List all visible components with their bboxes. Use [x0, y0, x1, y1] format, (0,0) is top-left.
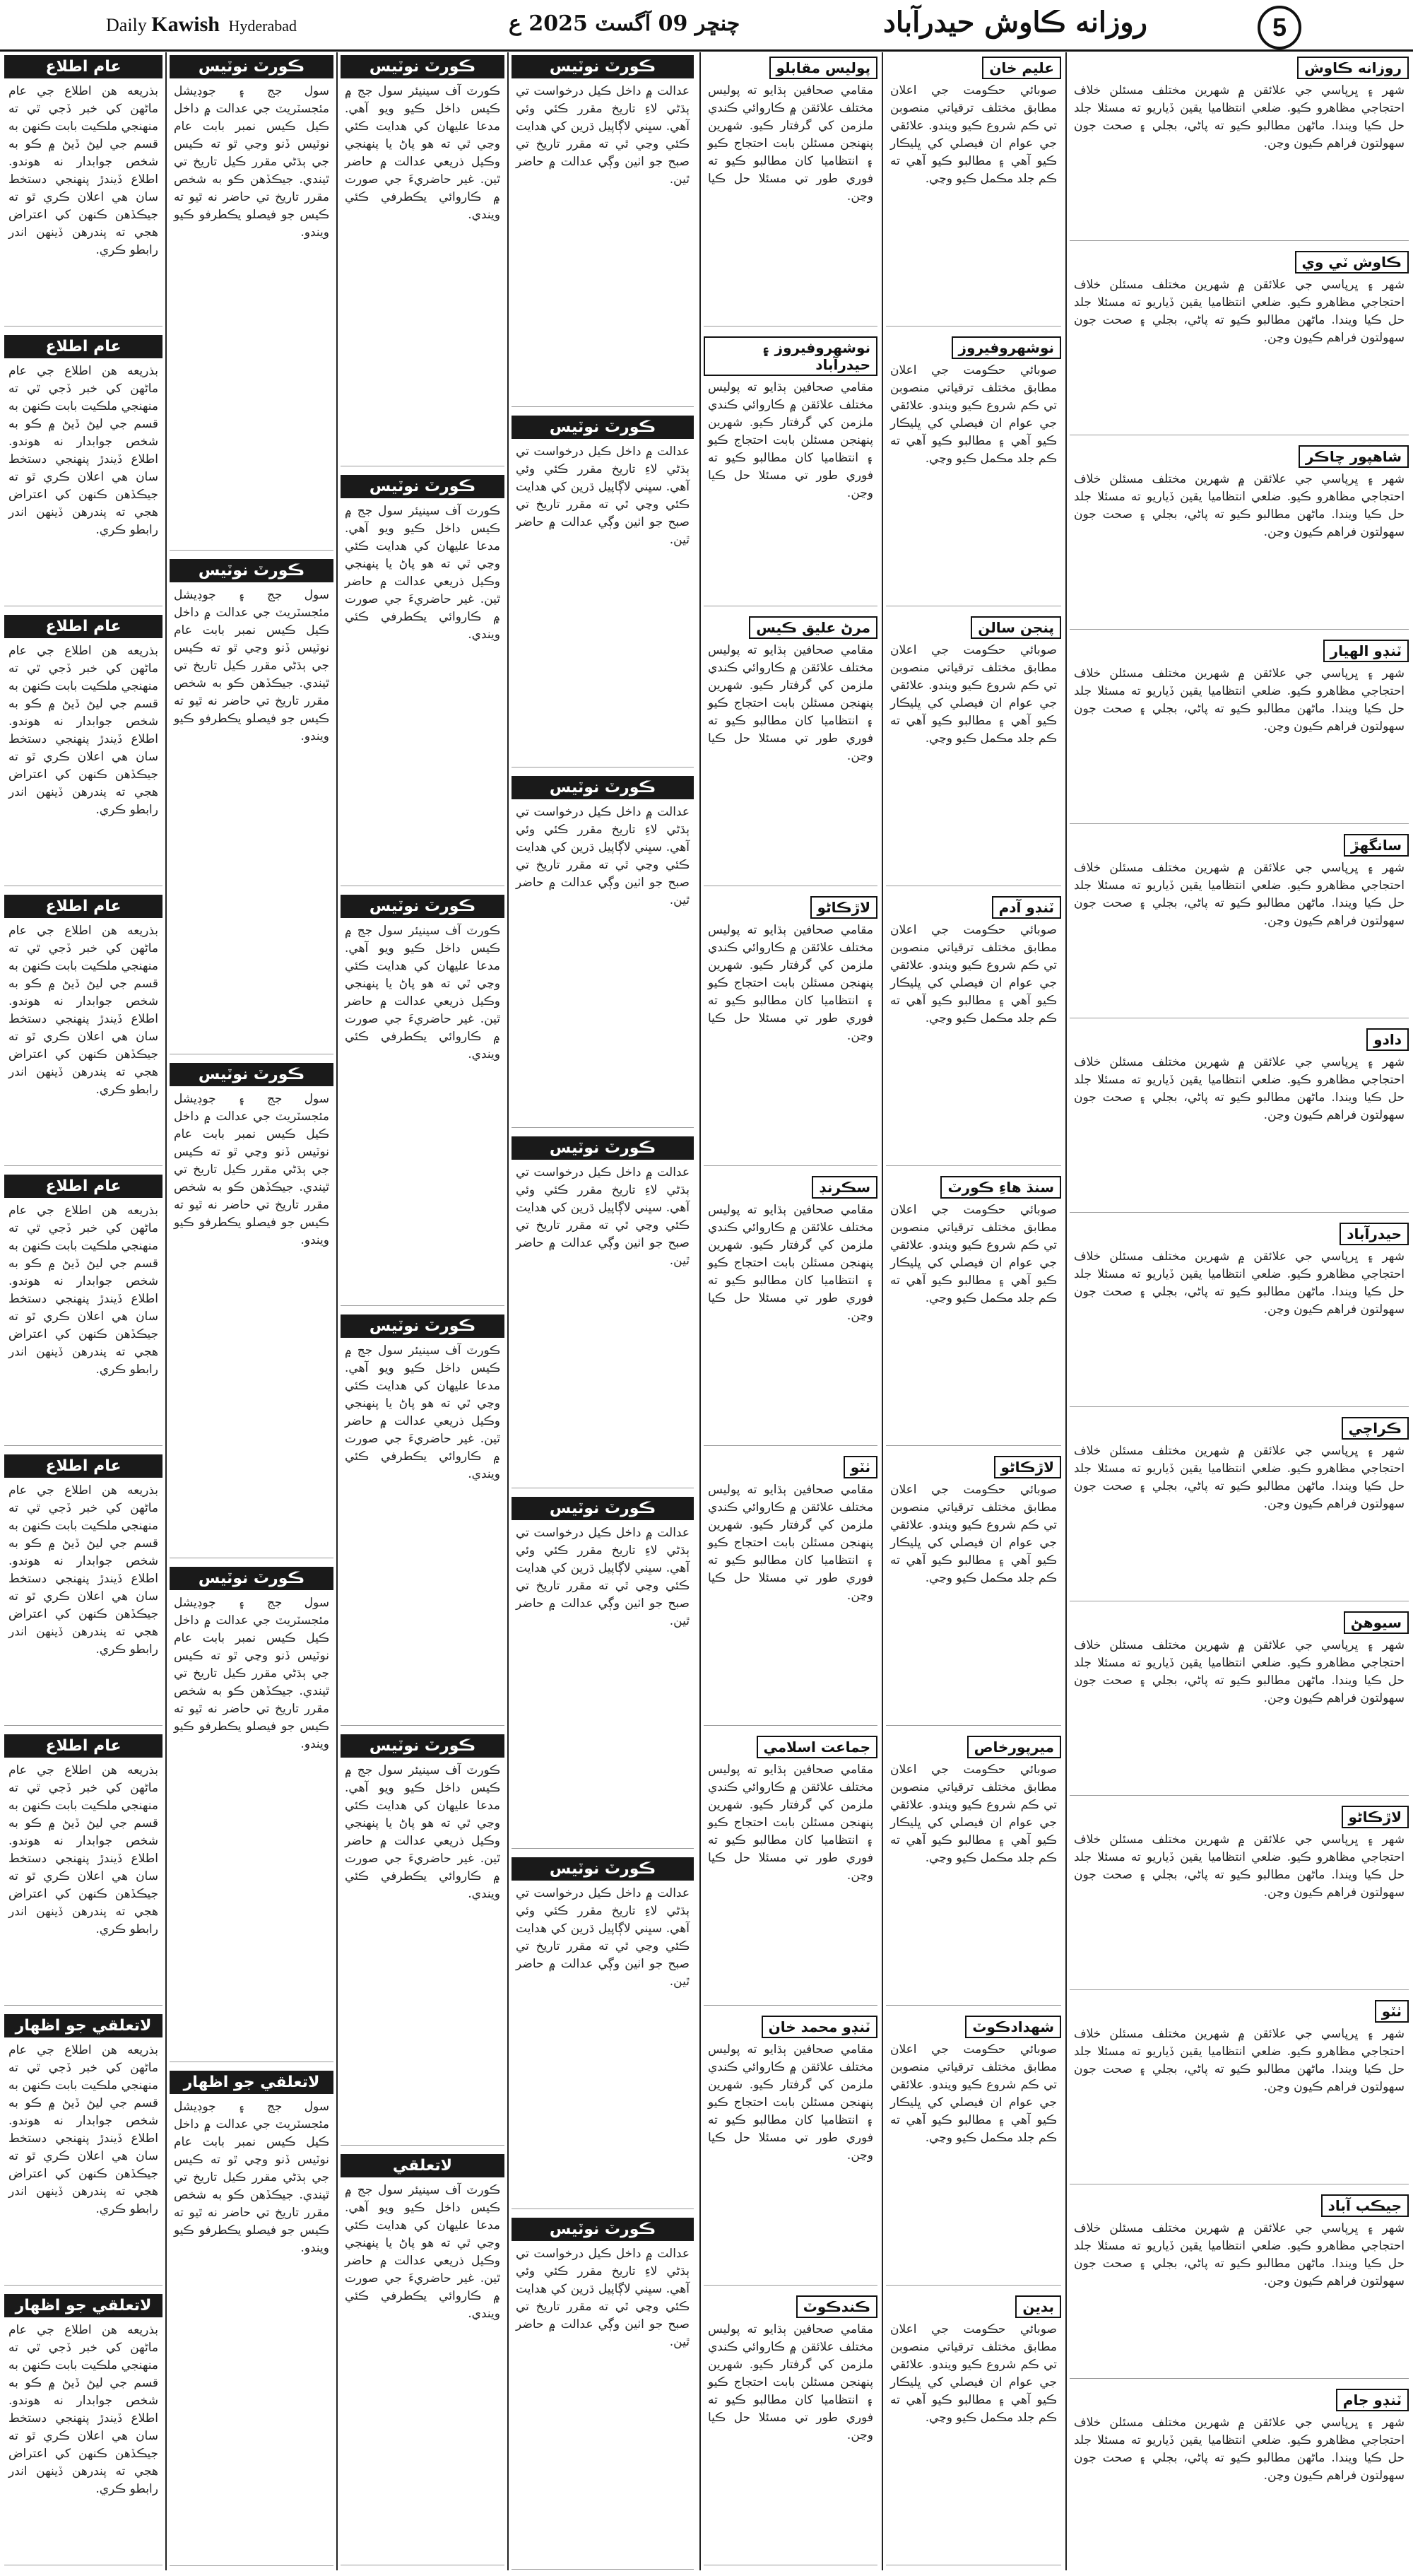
- english-prefix: Daily: [106, 15, 147, 35]
- article-heading: عليم خان: [982, 57, 1061, 79]
- article-heading: دادو: [1366, 1028, 1409, 1051]
- article-heading: ڪورٽ نوٽيس: [170, 1063, 333, 1086]
- article-block: [1070, 1218, 1409, 1407]
- article-text: بذريعه هن اطلاع جي عام ماڻهن کي خبر ڏجي ٿي ته منهنجي ملڪيت بابت ڪنهن به قسم جي ليڻ ڏيڻ ۾ ڪو به شخص جوابدار نه هوندو. اطلاع ڏيندڙ پنهنجي دستخط سان هي اعلان ڪري ٿو ته جيڪڏهن ڪنهن کي اعتراض هجي ته پندرهن ڏينهن اندر رابطو ڪري.: [8, 1204, 158, 1377]
- article-heading: لاتعلقي: [341, 2154, 504, 2177]
- article-heading: ٽنڊو جام: [1336, 2389, 1409, 2411]
- article-heading: ڪورٽ نوٽيس: [341, 55, 504, 78]
- article-block: [4, 52, 162, 327]
- article-heading: سڪرنڊ: [812, 1176, 877, 1199]
- article-text: مقامي صحافين ٻڌايو ته پوليس مختلف علائقن ۾ ڪاروائي ڪندي ملزمن کي گرفتار ڪيو. شهرين پنهنجن مسئلن بابت احتجاج ڪيو ۽ انتظاميا کان مطالبو ڪيو ته فوري طور تي مسئلا حل ڪيا وڃن.: [708, 923, 873, 1043]
- article-block: [512, 1134, 694, 1488]
- article-block: [341, 1731, 504, 2146]
- article-text: صوبائي حڪومت جي اعلان مطابق مختلف ترقياتي منصوبن تي ڪم شروع ڪيو ويندو. علائقي جي عوام ان فيصلي کي ڀليڪار ڪيو آهي ۽ مطالبو ڪيو آهي ته ڪم جلد مڪمل ڪيو وڃي.: [890, 2042, 1057, 2145]
- article-block: [1070, 1996, 1409, 2184]
- article-text: سول جج ۽ جوڊيشل مئجسٽريٽ جي عدالت ۾ داخل ڪيل ڪيس نمبر بابت عام نوٽيس ڏنو وڃي ٿو ته ڪيس جي ٻڌڻي مقرر ڪيل تاريخ تي ٿيندي. جيڪڏهن ڪو به شخص مقرر تاريخ تي حاضر نه ٿيو ته ڪيس جو فيصلو يڪطرفو ڪيو ويندو.: [174, 2100, 329, 2255]
- article-block: [170, 52, 333, 551]
- article-block: [886, 1172, 1061, 1446]
- article-block: [4, 1731, 162, 2006]
- article-heading: لاڙڪاڻو: [994, 1456, 1061, 1478]
- article-heading: عام اطلاع: [4, 615, 162, 638]
- article-text: مقامي صحافين ٻڌايو ته پوليس مختلف علائقن ۾ ڪاروائي ڪندي ملزمن کي گرفتار ڪيو. شهرين پنهنجن مسئلن بابت احتجاج ڪيو ۽ انتظاميا کان مطالبو ڪيو ته فوري طور تي مسئلا حل ڪيا وڃن.: [708, 2322, 873, 2442]
- article-text: عدالت ۾ داخل ڪيل درخواست تي ٻڌڻي لاءِ تاريخ مقرر ڪئي وئي آهي. سڀني لاڳاپيل ڌرين کي هدايت ڪئي وڃي ٿي ته مقرر تاريخ تي صبح جو اٺين وڳي عدالت ۾ حاضر ٿين.: [516, 445, 690, 547]
- article-block: [886, 2011, 1061, 2286]
- article-heading: ٽنڊو الهيار: [1323, 640, 1409, 662]
- article-text: ڪورٽ آف سينيئر سول جج ۾ ڪيس داخل ڪيو ويو آهي. مدعا عليهان کي هدايت ڪئي وڃي ٿي ته هو پاڻ يا پنهنجي وڪيل ذريعي عدالت ۾ حاضر ٿين. غير حاضريءَ جي صورت ۾ ڪاروائي يڪطرفي ڪئي ويندي.: [345, 1763, 500, 1901]
- article-heading: سنڌ هاءِ ڪورٽ: [940, 1176, 1061, 1199]
- article-text: ڪورٽ آف سينيئر سول جج ۾ ڪيس داخل ڪيو ويو آهي. مدعا عليهان کي هدايت ڪئي وڃي ٿي ته هو پاڻ يا پنهنجي وڪيل ذريعي عدالت ۾ حاضر ٿين. غير حاضريءَ جي صورت ۾ ڪاروائي يڪطرفي ڪئي ويندي.: [345, 924, 500, 1061]
- article-text: شهر ۽ ڀرپاسي جي علائقن ۾ شهرين مختلف مسئلن خلاف احتجاجي مظاهرو ڪيو. ضلعي انتظاميا يقين ڏياريو ته مسئلا جلد حل ڪيا ويندا. ماڻهن مطالبو ڪيو ته پاڻي، بجلي ۽ صحت جون سهولتون فراهم ڪيون وڃن.: [1074, 83, 1405, 151]
- page-number: 5: [1258, 6, 1301, 49]
- article-heading: ڪورٽ نوٽيس: [170, 55, 333, 78]
- article-block: [704, 612, 877, 886]
- english-city: Hyderabad: [228, 17, 297, 35]
- article-text: صوبائي حڪومت جي اعلان مطابق مختلف ترقياتي منصوبن تي ڪم شروع ڪيو ويندو. علائقي جي عوام ان فيصلي کي ڀليڪار ڪيو آهي ۽ مطالبو ڪيو آهي ته ڪم جلد مڪمل ڪيو وڃي.: [890, 363, 1057, 466]
- article-text: صوبائي حڪومت جي اعلان مطابق مختلف ترقياتي منصوبن تي ڪم شروع ڪيو ويندو. علائقي جي عوام ان فيصلي کي ڀليڪار ڪيو آهي ۽ مطالبو ڪيو آهي ته ڪم جلد مڪمل ڪيو وڃي.: [890, 1483, 1057, 1585]
- article-text: بذريعه هن اطلاع جي عام ماڻهن کي خبر ڏجي ٿي ته منهنجي ملڪيت بابت ڪنهن به قسم جي ليڻ ڏيڻ ۾ ڪو به شخص جوابدار نه هوندو. اطلاع ڏيندڙ پنهنجي دستخط سان هي اعلان ڪري ٿو ته جيڪڏهن ڪنهن کي اعتراض هجي ته پندرهن ڏينهن اندر رابطو ڪري.: [8, 1763, 158, 1936]
- article-heading: عام اطلاع: [4, 1734, 162, 1758]
- column-divider: [507, 52, 509, 2570]
- article-block: [341, 892, 504, 1306]
- article-heading: ڪورٽ نوٽيس: [341, 895, 504, 918]
- article-block: [4, 1172, 162, 1446]
- article-text: شهر ۽ ڀرپاسي جي علائقن ۾ شهرين مختلف مسئلن خلاف احتجاجي مظاهرو ڪيو. ضلعي انتظاميا يقين ڏياريو ته مسئلا جلد حل ڪيا ويندا. ماڻهن مطالبو ڪيو ته پاڻي، بجلي ۽ صحت جون سهولتون فراهم ڪيون وڃن.: [1074, 861, 1405, 928]
- article-block: [1070, 1801, 1409, 1990]
- article-text: شهر ۽ ڀرپاسي جي علائقن ۾ شهرين مختلف مسئلن خلاف احتجاجي مظاهرو ڪيو. ضلعي انتظاميا يقين ڏياريو ته مسئلا جلد حل ڪيا ويندا. ماڻهن مطالبو ڪيو ته پاڻي، بجلي ۽ صحت جون سهولتون فراهم ڪيون وڃن.: [1074, 666, 1405, 734]
- article-text: عدالت ۾ داخل ڪيل درخواست تي ٻڌڻي لاءِ تاريخ مقرر ڪئي وئي آهي. سڀني لاڳاپيل ڌرين کي هدايت ڪئي وڃي ٿي ته مقرر تاريخ تي صبح جو اٺين وڳي عدالت ۾ حاضر ٿين.: [516, 2247, 690, 2349]
- article-text: صوبائي حڪومت جي اعلان مطابق مختلف ترقياتي منصوبن تي ڪم شروع ڪيو ويندو. علائقي جي عوام ان فيصلي کي ڀليڪار ڪيو آهي ۽ مطالبو ڪيو آهي ته ڪم جلد مڪمل ڪيو وڃي.: [890, 2322, 1057, 2425]
- article-heading: ڪورٽ نوٽيس: [170, 1567, 333, 1590]
- article-heading: ڪورٽ نوٽيس: [170, 559, 333, 582]
- column-divider: [699, 52, 701, 2570]
- column-divider: [336, 52, 338, 2570]
- column-divider: [1065, 52, 1067, 2570]
- article-block: [341, 1312, 504, 1726]
- article-block: [341, 52, 504, 466]
- article-block: [341, 2151, 504, 2565]
- article-block: [512, 413, 694, 767]
- article-block: [704, 332, 877, 606]
- article-text: عدالت ۾ داخل ڪيل درخواست تي ٻڌڻي لاءِ تاريخ مقرر ڪئي وئي آهي. سڀني لاڳاپيل ڌرين کي هدايت ڪئي وڃي ٿي ته مقرر تاريخ تي صبح جو اٺين وڳي عدالت ۾ حاضر ٿين.: [516, 1886, 690, 1989]
- article-text: عدالت ۾ داخل ڪيل درخواست تي ٻڌڻي لاءِ تاريخ مقرر ڪئي وئي آهي. سڀني لاڳاپيل ڌرين کي هدايت ڪئي وڃي ٿي ته مقرر تاريخ تي صبح جو اٺين وڳي عدالت ۾ حاضر ٿين.: [516, 805, 690, 907]
- article-heading: سانگهڙ: [1344, 834, 1409, 857]
- article-block: [512, 1494, 694, 1849]
- article-block: [4, 892, 162, 1166]
- article-heading: عام اطلاع: [4, 1175, 162, 1198]
- column-3: [341, 52, 504, 2570]
- article-text: شهر ۽ ڀرپاسي جي علائقن ۾ شهرين مختلف مسئلن خلاف احتجاجي مظاهرو ڪيو. ضلعي انتظاميا يقين ڏياريو ته مسئلا جلد حل ڪيا ويندا. ماڻهن مطالبو ڪيو ته پاڻي، بجلي ۽ صحت جون سهولتون فراهم ڪيون وڃن.: [1074, 1249, 1405, 1317]
- article-heading: ڪورٽ نوٽيس: [341, 1734, 504, 1758]
- newspaper-title: روزانه ڪاوش حيدرآباد: [883, 6, 1147, 39]
- article-text: سول جج ۽ جوڊيشل مئجسٽريٽ جي عدالت ۾ داخل ڪيل ڪيس نمبر بابت عام نوٽيس ڏنو وڃي ٿو ته ڪيس جي ٻڌڻي مقرر ڪيل تاريخ تي ٿيندي. جيڪڏهن ڪو به شخص مقرر تاريخ تي حاضر نه ٿيو ته ڪيس جو فيصلو يڪطرفو ڪيو ويندو.: [174, 1596, 329, 1751]
- article-text: سول جج ۽ جوڊيشل مئجسٽريٽ جي عدالت ۾ داخل ڪيل ڪيس نمبر بابت عام نوٽيس ڏنو وڃي ٿو ته ڪيس جي ٻڌڻي مقرر ڪيل تاريخ تي ٿيندي. جيڪڏهن ڪو به شخص مقرر تاريخ تي حاضر نه ٿيو ته ڪيس جو فيصلو يڪطرفو ڪيو ويندو.: [174, 588, 329, 743]
- article-heading: ڪراچي: [1342, 1417, 1409, 1440]
- article-heading: عام اطلاع: [4, 1454, 162, 1478]
- article-block: [1070, 1024, 1409, 1213]
- article-heading: پنجن سالن: [971, 616, 1061, 639]
- article-block: [886, 1731, 1061, 2006]
- column-6: [886, 52, 1061, 2570]
- article-text: شهر ۽ ڀرپاسي جي علائقن ۾ شهرين مختلف مسئلن خلاف احتجاجي مظاهرو ڪيو. ضلعي انتظاميا يقين ڏياريو ته مسئلا جلد حل ڪيا ويندا. ماڻهن مطالبو ڪيو ته پاڻي، بجلي ۽ صحت جون سهولتون فراهم ڪيون وڃن.: [1074, 1055, 1405, 1122]
- column-2: [170, 52, 333, 2570]
- article-heading: لاتعلقي جو اظهار: [4, 2294, 162, 2317]
- article-block: [1070, 2190, 1409, 2379]
- article-block: [886, 52, 1061, 327]
- article-text: صوبائي حڪومت جي اعلان مطابق مختلف ترقياتي منصوبن تي ڪم شروع ڪيو ويندو. علائقي جي عوام ان فيصلي کي ڀليڪار ڪيو آهي ۽ مطالبو ڪيو آهي ته ڪم جلد مڪمل ڪيو وڃي.: [890, 1763, 1057, 1865]
- article-text: صوبائي حڪومت جي اعلان مطابق مختلف ترقياتي منصوبن تي ڪم شروع ڪيو ويندو. علائقي جي عوام ان فيصلي کي ڀليڪار ڪيو آهي ۽ مطالبو ڪيو آهي ته ڪم جلد مڪمل ڪيو وڃي.: [890, 83, 1057, 186]
- article-block: [170, 1564, 333, 2062]
- article-heading: روزانه ڪاوش: [1297, 57, 1409, 79]
- article-heading: شاهپور چاڪر: [1299, 445, 1409, 468]
- article-heading: ڪورٽ نوٽيس: [512, 1857, 694, 1881]
- article-text: ڪورٽ آف سينيئر سول جج ۾ ڪيس داخل ڪيو ويو آهي. مدعا عليهان کي هدايت ڪئي وڃي ٿي ته هو پاڻ يا پنهنجي وڪيل ذريعي عدالت ۾ حاضر ٿين. غير حاضريءَ جي صورت ۾ ڪاروائي يڪطرفي ڪئي ويندي.: [345, 84, 500, 222]
- english-masthead: [106, 13, 297, 37]
- article-heading: ميرپورخاص: [967, 1736, 1061, 1758]
- article-text: شهر ۽ ڀرپاسي جي علائقن ۾ شهرين مختلف مسئلن خلاف احتجاجي مظاهرو ڪيو. ضلعي انتظاميا يقين ڏياريو ته مسئلا جلد حل ڪيا ويندا. ماڻهن مطالبو ڪيو ته پاڻي، بجلي ۽ صحت جون سهولتون فراهم ڪيون وڃن.: [1074, 2027, 1405, 2094]
- article-heading: ٽنڊو آدم: [992, 896, 1061, 919]
- article-text: صوبائي حڪومت جي اعلان مطابق مختلف ترقياتي منصوبن تي ڪم شروع ڪيو ويندو. علائقي جي عوام ان فيصلي کي ڀليڪار ڪيو آهي ۽ مطالبو ڪيو آهي ته ڪم جلد مڪمل ڪيو وڃي.: [890, 923, 1057, 1025]
- article-block: [704, 1452, 877, 1726]
- article-heading: بدين: [1015, 2295, 1061, 2318]
- article-block: [886, 1452, 1061, 1726]
- article-heading: ڪورٽ نوٽيس: [512, 1136, 694, 1160]
- column-5: [704, 52, 877, 2570]
- article-text: ڪورٽ آف سينيئر سول جج ۾ ڪيس داخل ڪيو ويو آهي. مدعا عليهان کي هدايت ڪئي وڃي ٿي ته هو پاڻ يا پنهنجي وڪيل ذريعي عدالت ۾ حاضر ٿين. غير حاضريءَ جي صورت ۾ ڪاروائي يڪطرفي ڪئي ويندي.: [345, 2183, 500, 2321]
- article-heading: عام اطلاع: [4, 55, 162, 78]
- article-heading: حيدرآباد: [1340, 1223, 1409, 1245]
- article-block: [170, 2068, 333, 2566]
- article-text: بذريعه هن اطلاع جي عام ماڻهن کي خبر ڏجي ٿي ته منهنجي ملڪيت بابت ڪنهن به قسم جي ليڻ ڏيڻ ۾ ڪو به شخص جوابدار نه هوندو. اطلاع ڏيندڙ پنهنجي دستخط سان هي اعلان ڪري ٿو ته جيڪڏهن ڪنهن کي اعتراض هجي ته پندرهن ڏينهن اندر رابطو ڪري.: [8, 924, 158, 1097]
- article-block: [170, 556, 333, 1054]
- article-heading: شهدادڪوٽ: [965, 2016, 1061, 2038]
- english-name: Kawish: [151, 13, 220, 36]
- article-text: بذريعه هن اطلاع جي عام ماڻهن کي خبر ڏجي ٿي ته منهنجي ملڪيت بابت ڪنهن به قسم جي ليڻ ڏيڻ ۾ ڪو به شخص جوابدار نه هوندو. اطلاع ڏيندڙ پنهنجي دستخط سان هي اعلان ڪري ٿو ته جيڪڏهن ڪنهن کي اعتراض هجي ته پندرهن ڏينهن اندر رابطو ڪري.: [8, 1483, 158, 1657]
- column-4: [512, 52, 694, 2570]
- article-text: شهر ۽ ڀرپاسي جي علائقن ۾ شهرين مختلف مسئلن خلاف احتجاجي مظاهرو ڪيو. ضلعي انتظاميا يقين ڏياريو ته مسئلا جلد حل ڪيا ويندا. ماڻهن مطالبو ڪيو ته پاڻي، بجلي ۽ صحت جون سهولتون فراهم ڪيون وڃن.: [1074, 472, 1405, 539]
- article-text: بذريعه هن اطلاع جي عام ماڻهن کي خبر ڏجي ٿي ته منهنجي ملڪيت بابت ڪنهن به قسم جي ليڻ ڏيڻ ۾ ڪو به شخص جوابدار نه هوندو. اطلاع ڏيندڙ پنهنجي دستخط سان هي اعلان ڪري ٿو ته جيڪڏهن ڪنهن کي اعتراض هجي ته پندرهن ڏينهن اندر رابطو ڪري.: [8, 2323, 158, 2496]
- article-block: [170, 1060, 333, 1558]
- article-text: بذريعه هن اطلاع جي عام ماڻهن کي خبر ڏجي ٿي ته منهنجي ملڪيت بابت ڪنهن به قسم جي ليڻ ڏيڻ ۾ ڪو به شخص جوابدار نه هوندو. اطلاع ڏيندڙ پنهنجي دستخط سان هي اعلان ڪري ٿو ته جيڪڏهن ڪنهن کي اعتراض هجي ته پندرهن ڏينهن اندر رابطو ڪري.: [8, 364, 158, 537]
- article-block: [4, 1452, 162, 1726]
- article-text: مقامي صحافين ٻڌايو ته پوليس مختلف علائقن ۾ ڪاروائي ڪندي ملزمن کي گرفتار ڪيو. شهرين پنهنجن مسئلن بابت احتجاج ڪيو ۽ انتظاميا کان مطالبو ڪيو ته فوري طور تي مسئلا حل ڪيا وڃن.: [708, 1203, 873, 1323]
- article-text: مقامي صحافين ٻڌايو ته پوليس مختلف علائقن ۾ ڪاروائي ڪندي ملزمن کي گرفتار ڪيو. شهرين پنهنجن مسئلن بابت احتجاج ڪيو ۽ انتظاميا کان مطالبو ڪيو ته فوري طور تي مسئلا حل ڪيا وڃن.: [708, 643, 873, 763]
- article-block: [1070, 1413, 1409, 1601]
- article-text: صوبائي حڪومت جي اعلان مطابق مختلف ترقياتي منصوبن تي ڪم شروع ڪيو ويندو. علائقي جي عوام ان فيصلي کي ڀليڪار ڪيو آهي ۽ مطالبو ڪيو آهي ته ڪم جلد مڪمل ڪيو وڃي.: [890, 1203, 1057, 1305]
- article-block: [1070, 2384, 1409, 2570]
- column-1: [4, 52, 162, 2570]
- article-block: [512, 1854, 694, 2209]
- article-text: شهر ۽ ڀرپاسي جي علائقن ۾ شهرين مختلف مسئلن خلاف احتجاجي مظاهرو ڪيو. ضلعي انتظاميا يقين ڏياريو ته مسئلا جلد حل ڪيا ويندا. ماڻهن مطالبو ڪيو ته پاڻي، بجلي ۽ صحت جون سهولتون فراهم ڪيون وڃن.: [1074, 2221, 1405, 2288]
- article-heading: ڪورٽ نوٽيس: [512, 416, 694, 439]
- article-block: [512, 2215, 694, 2570]
- article-text: سول جج ۽ جوڊيشل مئجسٽريٽ جي عدالت ۾ داخل ڪيل ڪيس نمبر بابت عام نوٽيس ڏنو وڃي ٿو ته ڪيس جي ٻڌڻي مقرر ڪيل تاريخ تي ٿيندي. جيڪڏهن ڪو به شخص مقرر تاريخ تي حاضر نه ٿيو ته ڪيس جو فيصلو يڪطرفو ڪيو ويندو.: [174, 1092, 329, 1247]
- article-heading: ڪورٽ نوٽيس: [512, 2218, 694, 2241]
- article-heading: جيڪب آباد: [1321, 2194, 1409, 2217]
- column-7: [1070, 52, 1409, 2570]
- article-block: [1070, 441, 1409, 630]
- article-block: [704, 1731, 877, 2006]
- article-heading: لاتعلقي جو اظهار: [170, 2071, 333, 2094]
- article-block: [704, 2291, 877, 2565]
- article-text: مقامي صحافين ٻڌايو ته پوليس مختلف علائقن ۾ ڪاروائي ڪندي ملزمن کي گرفتار ڪيو. شهرين پنهنجن مسئلن بابت احتجاج ڪيو ۽ انتظاميا کان مطالبو ڪيو ته فوري طور تي مسئلا حل ڪيا وڃن.: [708, 83, 873, 204]
- article-text: عدالت ۾ داخل ڪيل درخواست تي ٻڌڻي لاءِ تاريخ مقرر ڪئي وئي آهي. سڀني لاڳاپيل ڌرين کي هدايت ڪئي وڃي ٿي ته مقرر تاريخ تي صبح جو اٺين وڳي عدالت ۾ حاضر ٿين.: [516, 1165, 690, 1268]
- article-text: مقامي صحافين ٻڌايو ته پوليس مختلف علائقن ۾ ڪاروائي ڪندي ملزمن کي گرفتار ڪيو. شهرين پنهنجن مسئلن بابت احتجاج ڪيو ۽ انتظاميا کان مطالبو ڪيو ته فوري طور تي مسئلا حل ڪيا وڃن.: [708, 380, 873, 500]
- article-text: مقامي صحافين ٻڌايو ته پوليس مختلف علائقن ۾ ڪاروائي ڪندي ملزمن کي گرفتار ڪيو. شهرين پنهنجن مسئلن بابت احتجاج ڪيو ۽ انتظاميا کان مطالبو ڪيو ته فوري طور تي مسئلا حل ڪيا وڃن.: [708, 2042, 873, 2163]
- article-heading: ڪورٽ نوٽيس: [341, 1315, 504, 1338]
- date-line: چنڇر 09 آگسٽ 2025 ع: [509, 11, 740, 36]
- article-block: [704, 2011, 877, 2286]
- article-block: [704, 1172, 877, 1446]
- article-block: [1070, 830, 1409, 1018]
- article-heading: ڪاوش ٽي وي: [1295, 251, 1409, 274]
- article-block: [1070, 635, 1409, 824]
- article-heading: مرڻ عليق ڪيس: [749, 616, 877, 639]
- article-text: بذريعه هن اطلاع جي عام ماڻهن کي خبر ڏجي ٿي ته منهنجي ملڪيت بابت ڪنهن به قسم جي ليڻ ڏيڻ ۾ ڪو به شخص جوابدار نه هوندو. اطلاع ڏيندڙ پنهنجي دستخط سان هي اعلان ڪري ٿو ته جيڪڏهن ڪنهن کي اعتراض هجي ته پندرهن ڏينهن اندر رابطو ڪري.: [8, 84, 158, 257]
- article-heading: ڪندڪوٽ: [796, 2295, 877, 2318]
- article-heading: ڪورٽ نوٽيس: [512, 776, 694, 799]
- article-block: [704, 52, 877, 327]
- article-heading: سيوهڻ: [1344, 1611, 1409, 1634]
- article-heading: ڪورٽ نوٽيس: [512, 1497, 694, 1520]
- article-text: ڪورٽ آف سينيئر سول جج ۾ ڪيس داخل ڪيو ويو آهي. مدعا عليهان کي هدايت ڪئي وڃي ٿي ته هو پاڻ يا پنهنجي وڪيل ذريعي عدالت ۾ حاضر ٿين. غير حاضريءَ جي صورت ۾ ڪاروائي يڪطرفي ڪئي ويندي.: [345, 1343, 500, 1481]
- article-heading: لاتعلقي جو اظهار: [4, 2014, 162, 2037]
- article-block: [512, 52, 694, 407]
- article-block: [886, 892, 1061, 1166]
- article-heading: عام اطلاع: [4, 335, 162, 358]
- article-block: [512, 773, 694, 1128]
- article-text: شهر ۽ ڀرپاسي جي علائقن ۾ شهرين مختلف مسئلن خلاف احتجاجي مظاهرو ڪيو. ضلعي انتظاميا يقين ڏياريو ته مسئلا جلد حل ڪيا ويندا. ماڻهن مطالبو ڪيو ته پاڻي، بجلي ۽ صحت جون سهولتون فراهم ڪيون وڃن.: [1074, 2416, 1405, 2483]
- article-heading: پوليس مقابلو: [769, 57, 877, 79]
- article-heading: ٽنڊو محمد خان: [762, 2016, 877, 2038]
- article-block: [1070, 247, 1409, 435]
- article-heading: نوشهروفيروز: [952, 336, 1061, 359]
- article-text: شهر ۽ ڀرپاسي جي علائقن ۾ شهرين مختلف مسئلن خلاف احتجاجي مظاهرو ڪيو. ضلعي انتظاميا يقين ڏياريو ته مسئلا جلد حل ڪيا ويندا. ماڻهن مطالبو ڪيو ته پاڻي، بجلي ۽ صحت جون سهولتون فراهم ڪيون وڃن.: [1074, 1444, 1405, 1511]
- article-heading: ٺٽو: [1375, 2000, 1409, 2023]
- article-heading: عام اطلاع: [4, 895, 162, 918]
- article-block: [704, 892, 877, 1166]
- article-heading: ٺٽو: [844, 1456, 877, 1478]
- masthead: [0, 0, 1413, 52]
- article-block: [1070, 1607, 1409, 1796]
- article-text: صوبائي حڪومت جي اعلان مطابق مختلف ترقياتي منصوبن تي ڪم شروع ڪيو ويندو. علائقي جي عوام ان فيصلي کي ڀليڪار ڪيو آهي ۽ مطالبو ڪيو آهي ته ڪم جلد مڪمل ڪيو وڃي.: [890, 643, 1057, 746]
- article-text: شهر ۽ ڀرپاسي جي علائقن ۾ شهرين مختلف مسئلن خلاف احتجاجي مظاهرو ڪيو. ضلعي انتظاميا يقين ڏياريو ته مسئلا جلد حل ڪيا ويندا. ماڻهن مطالبو ڪيو ته پاڻي، بجلي ۽ صحت جون سهولتون فراهم ڪيون وڃن.: [1074, 1833, 1405, 1900]
- article-heading: نوشهروفيروز ۽ حيدرآباد: [704, 336, 877, 376]
- article-text: مقامي صحافين ٻڌايو ته پوليس مختلف علائقن ۾ ڪاروائي ڪندي ملزمن کي گرفتار ڪيو. شهرين پنهنجن مسئلن بابت احتجاج ڪيو ۽ انتظاميا کان مطالبو ڪيو ته فوري طور تي مسئلا حل ڪيا وڃن.: [708, 1763, 873, 1883]
- article-text: عدالت ۾ داخل ڪيل درخواست تي ٻڌڻي لاءِ تاريخ مقرر ڪئي وئي آهي. سڀني لاڳاپيل ڌرين کي هدايت ڪئي وڃي ٿي ته مقرر تاريخ تي صبح جو اٺين وڳي عدالت ۾ حاضر ٿين.: [516, 1526, 690, 1628]
- column-divider: [165, 52, 167, 2570]
- article-text: سول جج ۽ جوڊيشل مئجسٽريٽ جي عدالت ۾ داخل ڪيل ڪيس نمبر بابت عام نوٽيس ڏنو وڃي ٿو ته ڪيس جي ٻڌڻي مقرر ڪيل تاريخ تي ٿيندي. جيڪڏهن ڪو به شخص مقرر تاريخ تي حاضر نه ٿيو ته ڪيس جو فيصلو يڪطرفو ڪيو ويندو.: [174, 84, 329, 240]
- article-text: بذريعه هن اطلاع جي عام ماڻهن کي خبر ڏجي ٿي ته منهنجي ملڪيت بابت ڪنهن به قسم جي ليڻ ڏيڻ ۾ ڪو به شخص جوابدار نه هوندو. اطلاع ڏيندڙ پنهنجي دستخط سان هي اعلان ڪري ٿو ته جيڪڏهن ڪنهن کي اعتراض هجي ته پندرهن ڏينهن اندر رابطو ڪري.: [8, 2043, 158, 2216]
- article-text: عدالت ۾ داخل ڪيل درخواست تي ٻڌڻي لاءِ تاريخ مقرر ڪئي وئي آهي. سڀني لاڳاپيل ڌرين کي هدايت ڪئي وڃي ٿي ته مقرر تاريخ تي صبح جو اٺين وڳي عدالت ۾ حاضر ٿين.: [516, 84, 690, 187]
- article-heading: ڪورٽ نوٽيس: [512, 55, 694, 78]
- article-block: [886, 332, 1061, 606]
- article-text: بذريعه هن اطلاع جي عام ماڻهن کي خبر ڏجي ٿي ته منهنجي ملڪيت بابت ڪنهن به قسم جي ليڻ ڏيڻ ۾ ڪو به شخص جوابدار نه هوندو. اطلاع ڏيندڙ پنهنجي دستخط سان هي اعلان ڪري ٿو ته جيڪڏهن ڪنهن کي اعتراض هجي ته پندرهن ڏينهن اندر رابطو ڪري.: [8, 644, 158, 817]
- article-text: ڪورٽ آف سينيئر سول جج ۾ ڪيس داخل ڪيو ويو آهي. مدعا عليهان کي هدايت ڪئي وڃي ٿي ته هو پاڻ يا پنهنجي وڪيل ذريعي عدالت ۾ حاضر ٿين. غير حاضريءَ جي صورت ۾ ڪاروائي يڪطرفي ڪئي ويندي.: [345, 504, 500, 642]
- article-heading: جماعت اسلامي: [757, 1736, 877, 1758]
- article-text: شهر ۽ ڀرپاسي جي علائقن ۾ شهرين مختلف مسئلن خلاف احتجاجي مظاهرو ڪيو. ضلعي انتظاميا يقين ڏياريو ته مسئلا جلد حل ڪيا ويندا. ماڻهن مطالبو ڪيو ته پاڻي، بجلي ۽ صحت جون سهولتون فراهم ڪيون وڃن.: [1074, 1638, 1405, 1705]
- article-block: [4, 2291, 162, 2565]
- article-block: [1070, 52, 1409, 241]
- article-block: [341, 472, 504, 886]
- article-block: [886, 2291, 1061, 2565]
- article-block: [4, 332, 162, 606]
- article-block: [4, 612, 162, 886]
- article-block: [886, 612, 1061, 886]
- article-heading: لاڙڪاڻو: [810, 896, 877, 919]
- article-text: شهر ۽ ڀرپاسي جي علائقن ۾ شهرين مختلف مسئلن خلاف احتجاجي مظاهرو ڪيو. ضلعي انتظاميا يقين ڏياريو ته مسئلا جلد حل ڪيا ويندا. ماڻهن مطالبو ڪيو ته پاڻي، بجلي ۽ صحت جون سهولتون فراهم ڪيون وڃن.: [1074, 278, 1405, 345]
- article-heading: ڪورٽ نوٽيس: [341, 475, 504, 498]
- article-block: [4, 2011, 162, 2286]
- column-divider: [882, 52, 883, 2570]
- article-text: مقامي صحافين ٻڌايو ته پوليس مختلف علائقن ۾ ڪاروائي ڪندي ملزمن کي گرفتار ڪيو. شهرين پنهنجن مسئلن بابت احتجاج ڪيو ۽ انتظاميا کان مطالبو ڪيو ته فوري طور تي مسئلا حل ڪيا وڃن.: [708, 1483, 873, 1603]
- article-heading: لاڙڪاڻو: [1342, 1806, 1409, 1828]
